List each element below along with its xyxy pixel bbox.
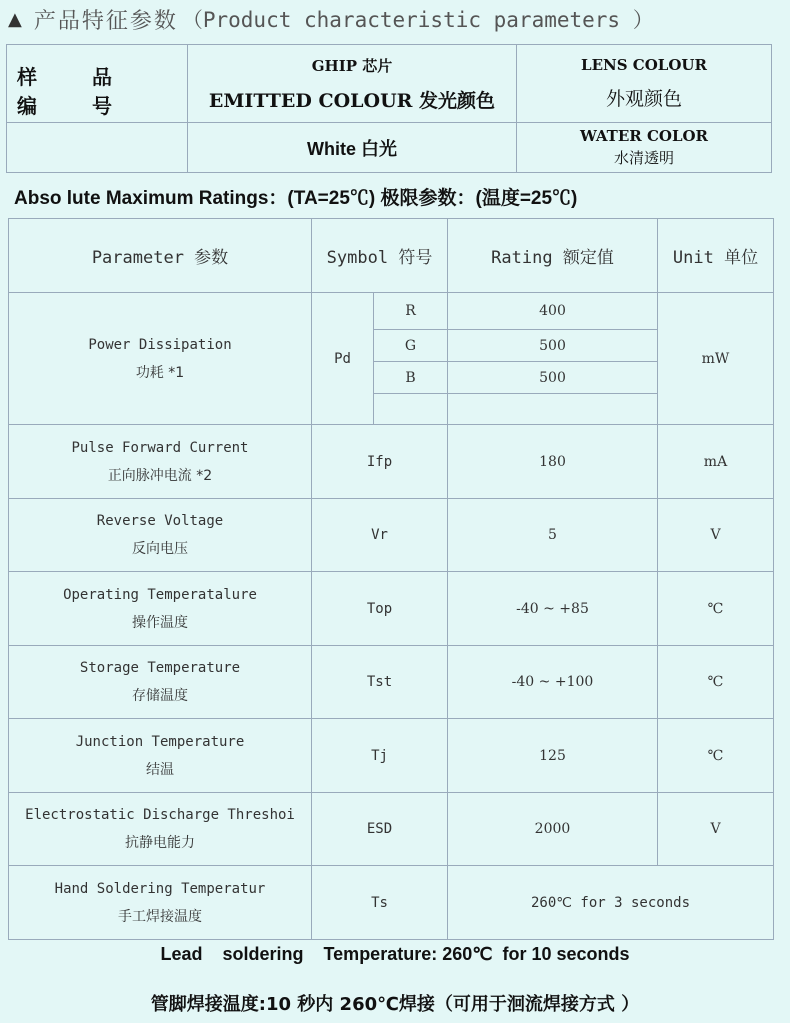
sample-value-cell [7, 123, 188, 173]
param-unit: V [658, 499, 774, 572]
emitted-colour-label: EMITTED COLOUR 发光颜色 [208, 89, 496, 112]
section-title [8, 2, 654, 36]
param-unit: ℃ [658, 719, 774, 793]
param-symbol: Tj [312, 719, 448, 793]
solder-name-cell [9, 866, 312, 940]
param-symbol: Tst [312, 646, 448, 719]
param-name-en: Junction Temperature [75, 733, 245, 750]
sample-label: 样 品 编 号 [7, 45, 188, 123]
param-rating: 125 [448, 719, 658, 793]
power-name-cn: 功耗 *1 [135, 364, 185, 381]
param-symbol: ESD [312, 793, 448, 866]
table-row [9, 866, 774, 940]
param-name-cn: 正向脉冲电流 *2 [107, 467, 213, 484]
lens-value-en: WATER COLOR [579, 127, 709, 145]
table-row [9, 646, 774, 719]
header-parameter: Parameter 参数 [9, 219, 312, 293]
lens-colour-label-cn: 外观颜色 [605, 88, 682, 110]
power-channel-b: B [374, 362, 448, 394]
table-row [9, 293, 774, 330]
param-rating: -40 ~ +100 [448, 646, 658, 719]
table-header-row [9, 219, 774, 293]
solder-rating: 260℃ for 3 seconds [448, 866, 774, 940]
power-name-en: Power Dissipation [88, 336, 232, 353]
table-row [9, 572, 774, 646]
lens-colour-cell [517, 45, 772, 123]
param-unit: ℃ [658, 572, 774, 646]
param-rating: 5 [448, 499, 658, 572]
power-symbol: Pd [312, 293, 374, 425]
param-name-en: Pulse Forward Current [71, 439, 249, 456]
param-name-cn: 存储温度 [132, 688, 188, 704]
param-unit: ℃ [658, 646, 774, 719]
power-channel-empty [374, 394, 448, 425]
param-name-cell [9, 793, 312, 866]
table-row [9, 425, 774, 499]
ratings-title: Abso lute Maximum Ratings：(TA=25℃) 极限参数：(温度=25℃) [14, 188, 578, 209]
header-symbol: Symbol 符号 [312, 219, 448, 293]
solder-symbol: Ts [312, 866, 448, 940]
lens-value-cn: 水清透明 [613, 149, 674, 167]
lens-value-cell [517, 123, 772, 173]
power-channel-g: G [374, 330, 448, 362]
triangle-marker-icon: ▲ [8, 8, 22, 30]
power-value-b: 500 [448, 362, 658, 394]
param-symbol: Top [312, 572, 448, 646]
table-row [9, 719, 774, 793]
param-name-en: Operating Temperatalure [63, 586, 257, 603]
header-unit: Unit 单位 [658, 219, 774, 293]
param-name-en: Electrostatic Discharge Threshoi [25, 807, 295, 823]
param-name-en: Reverse Voltage [96, 513, 224, 529]
param-name-cn: 反向电压 [132, 541, 188, 557]
param-symbol: Ifp [312, 425, 448, 499]
product-info-table [6, 44, 772, 173]
lens-colour-label-en: LENS COLOUR [581, 56, 707, 74]
param-name-cn: 抗静电能力 [125, 835, 195, 851]
param-name-cell [9, 646, 312, 719]
param-name-en: Storage Temperature [79, 660, 241, 676]
param-rating: 2000 [448, 793, 658, 866]
param-name-cell [9, 719, 312, 793]
param-name-cell [9, 499, 312, 572]
param-name-cell [9, 425, 312, 499]
param-name-cn: 结温 [146, 761, 174, 778]
param-name-cn: 操作温度 [132, 614, 188, 631]
power-value-r: 400 [448, 293, 658, 330]
power-channel-r: R [374, 293, 448, 330]
ratings-table [8, 218, 774, 940]
solder-name-cn: 手工焊接温度 [118, 908, 202, 925]
header-rating: Rating 额定值 [448, 219, 658, 293]
param-unit: mA [658, 425, 774, 499]
section-title-en: （Product characteristic parameters ） [181, 8, 654, 32]
emitted-colour-value: White 白光 [188, 123, 517, 173]
table-row [9, 499, 774, 572]
power-name-cell [9, 293, 312, 425]
chip-cell [188, 45, 517, 123]
param-symbol: Vr [312, 499, 448, 572]
param-name-cell [9, 572, 312, 646]
section-title-cn: 产品特征参数 [33, 8, 178, 34]
param-rating: -40 ~ +85 [448, 572, 658, 646]
table-row [9, 793, 774, 866]
power-value-g: 500 [448, 330, 658, 362]
param-unit: V [658, 793, 774, 866]
chip-label: GHIP 芯片 [311, 56, 393, 75]
lead-soldering-note-cn: 管脚焊接温度:10 秒内 260℃焊接（可用于洄流焊接方式 ） [150, 994, 640, 1015]
lead-soldering-note-en: Lead soldering Temperature: 260℃ for 10 seconds [160, 944, 630, 964]
power-unit: mW [658, 293, 774, 425]
power-value-empty [448, 394, 658, 425]
solder-name-en: Hand Soldering Temperatur [54, 880, 266, 897]
param-rating: 180 [448, 425, 658, 499]
